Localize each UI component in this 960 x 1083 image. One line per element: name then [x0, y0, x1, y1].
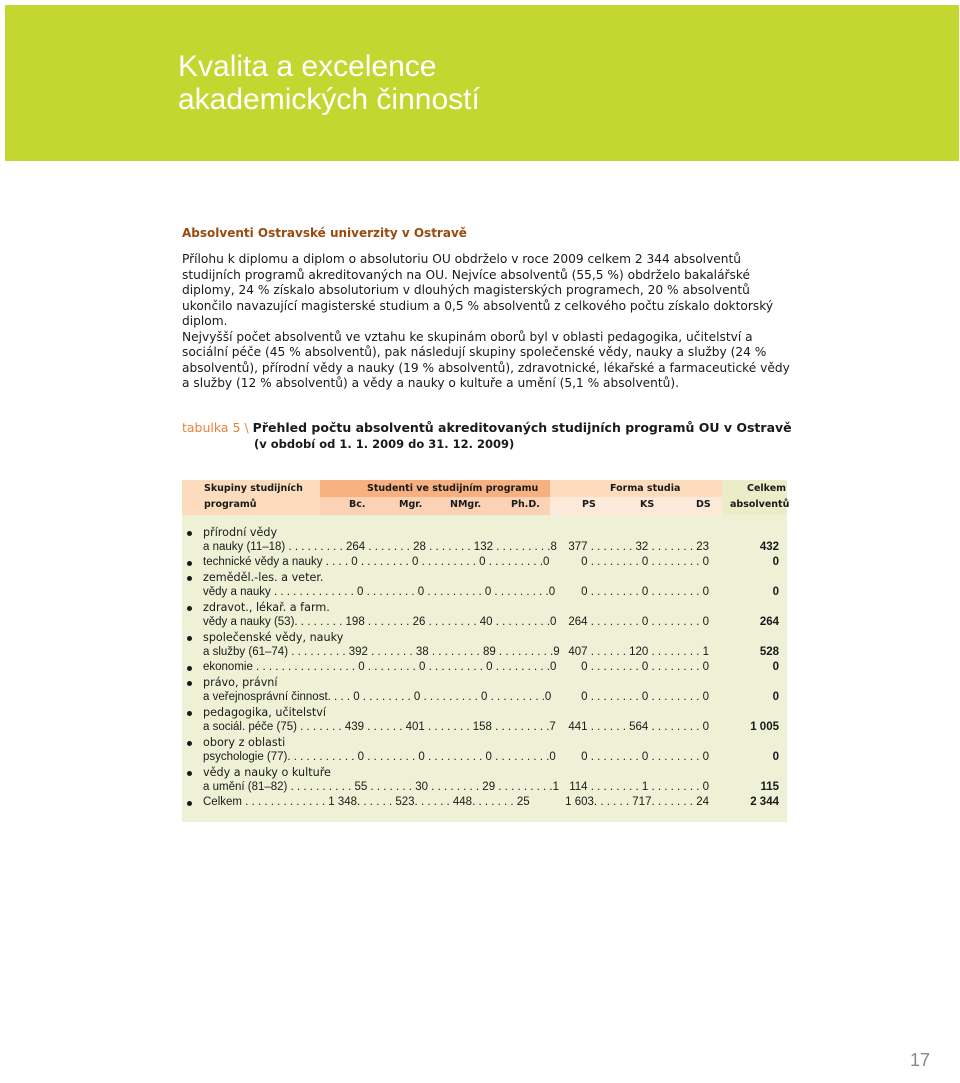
- row-leader: a umění (81–82) . . . . . . . . . . 55 . . . . . . . 30 . . . . . . . . 29 . . . . . . . . .1: [203, 781, 560, 793]
- header-groups-line1: Skupiny studijních: [204, 483, 303, 494]
- table-caption: [182, 420, 822, 451]
- paragraph-1: Přílohu k diplomu a diplom o absolutoriu OU obdrželo v roce 2009 celkem 2 344 absolventů studijních programů akreditovaných na OU. Nejvíce absolventů (55,5 %) obdrželo bakalářské diplomy, 24 % získalo absolutorium v dlouhých magisterských programech, 20 % absolventů ukončilo navazující magisterské studium a 0,5 % absolventů z celkového počtu získalo doktorský diplom.: [182, 252, 774, 328]
- row-total: 432: [759, 541, 779, 553]
- row-total: 0: [772, 691, 779, 703]
- row-name: přírodní vědy: [203, 526, 278, 539]
- row-name: společenské vědy, nauky: [203, 631, 344, 644]
- row-name: zdravot., lékař. a farm.: [203, 601, 330, 614]
- row-name: právo, právní: [203, 676, 278, 689]
- row-forma: 407 . . . . . . 120 . . . . . . . . 1: [568, 646, 709, 658]
- page-number: 17: [909, 1050, 930, 1070]
- caption-title: Přehled počtu absolventů akreditovaných studijních programů OU v Ostravě: [252, 420, 792, 435]
- row-forma: 114 . . . . . . . . 1 . . . . . . . . 0: [569, 781, 709, 793]
- paragraph-2: Nejvyšší počet absolventů ve vztahu ke skupinám oborů byl v oblasti pedagogika, učitelství a sociální péče (45 % absolventů), pak následují skupiny společenské vědy, nauky a služby (24 % absolventů), přírodní vědy a nauky (19 % absolventů), zdravotnické, lékařské a farmaceutické vědy a služby (12 % absolventů) a vědy a nauky o kultuře a umění (5,1 % absolventů).: [182, 329, 790, 390]
- row-total: 0: [772, 751, 779, 763]
- table-header: [182, 480, 790, 515]
- row-leader: a služby (61–74) . . . . . . . . . 392 . . . . . . . 38 . . . . . . . . 89 . . . . . . . . .9: [203, 646, 560, 658]
- row-forma: 1 603. . . . . . 717. . . . . . . 24: [565, 796, 709, 808]
- row-forma: 0 . . . . . . . . 0 . . . . . . . . 0: [581, 586, 709, 598]
- header-ps: PS: [582, 499, 596, 510]
- table-body: [182, 515, 787, 822]
- row-total: 528: [759, 646, 779, 658]
- chapter-title-line1: Kvalita a excelence: [178, 50, 437, 83]
- row-forma: 0 . . . . . . . . 0 . . . . . . . . 0: [581, 556, 709, 568]
- header-total-line2: absolventů: [730, 499, 790, 510]
- bullet: [187, 801, 192, 806]
- row-leader: technické vědy a nauky . . . . 0 . . . . . . . . 0 . . . . . . . . . 0 . . . . . . . . .0: [203, 556, 550, 568]
- row-leader: Celkem . . . . . . . . . . . . . 1 348. . . . . . 523. . . . . . 448. . . . . . . 25: [203, 796, 530, 808]
- bullet: [187, 636, 192, 641]
- row-total: 0: [772, 661, 779, 673]
- body-text: [182, 252, 792, 392]
- row-leader: ekonomie . . . . . . . . . . . . . . . . 0 . . . . . . . . 0 . . . . . . . . . 0 . . . . . . . . .0: [203, 661, 557, 673]
- header-band: [5, 5, 959, 161]
- bullet: [187, 681, 192, 686]
- row-total: 264: [759, 616, 779, 628]
- bullet: [187, 561, 192, 566]
- row-name: obory z oblasti: [203, 736, 286, 749]
- row-leader: a nauky (11–18) . . . . . . . . . 264 . . . . . . . 28 . . . . . . . 132 . . . . . . . . .8: [203, 541, 557, 553]
- row-leader: a veřejnosprávní činnost. . . . 0 . . . . . . . . 0 . . . . . . . . . 0 . . . . . . . . .0: [203, 691, 552, 703]
- row-total: 0: [772, 556, 779, 568]
- row-name: zeměděl.-les. a veter.: [203, 571, 324, 584]
- row-total: 0: [772, 586, 779, 598]
- bullet: [187, 711, 192, 716]
- bullet: [187, 771, 192, 776]
- row-total: 2 344: [750, 796, 779, 808]
- row-forma: 264 . . . . . . . . 0 . . . . . . . . 0: [568, 616, 709, 628]
- caption-period: (v období od 1. 1. 2009 do 31. 12. 2009): [254, 437, 515, 451]
- bullet: [187, 606, 192, 611]
- bullet: [187, 531, 192, 536]
- row-forma: 0 . . . . . . . . 0 . . . . . . . . 0: [581, 751, 709, 763]
- row-forma: 377 . . . . . . . 32 . . . . . . . 23: [568, 541, 709, 553]
- row-forma: 441 . . . . . . 564 . . . . . . . . 0: [568, 721, 709, 733]
- header-groups-line2: programů: [204, 499, 257, 510]
- chapter-title: [178, 50, 480, 116]
- header-ks: KS: [640, 499, 655, 510]
- bullet: [187, 666, 192, 671]
- header-phd: Ph.D.: [511, 499, 540, 510]
- chapter-title-line2: akademických činností: [178, 83, 480, 116]
- row-leader: a sociál. péče (75) . . . . . . . 439 . . . . . . 401 . . . . . . . 158 . . . . . . . . .7: [203, 721, 556, 733]
- row-forma: 0 . . . . . . . . 0 . . . . . . . . 0: [581, 691, 709, 703]
- header-total-line1: Celkem: [747, 483, 787, 494]
- row-total: 115: [760, 781, 779, 793]
- row-leader: vědy a nauky (53). . . . . . . . 198 . . . . . . . 26 . . . . . . . . 40 . . . . . . . . .0: [203, 616, 557, 628]
- bullet: [187, 741, 192, 746]
- row-leader: psychologie (77). . . . . . . . . . . 0 . . . . . . . . 0 . . . . . . . . . 0 . . . . . . . . .0: [203, 751, 556, 763]
- header-nmgr: NMgr.: [450, 499, 482, 510]
- row-name: pedagogika, učitelství: [203, 706, 327, 719]
- row-forma: 0 . . . . . . . . 0 . . . . . . . . 0: [581, 661, 709, 673]
- row-name: vědy a nauky o kultuře: [203, 766, 331, 779]
- section-heading: Absolventi Ostravské univerzity v Ostravě: [182, 226, 467, 240]
- row-leader: vědy a nauky . . . . . . . . . . . . . 0 . . . . . . . . 0 . . . . . . . . . 0 . . . . . . . . .0: [203, 586, 556, 598]
- header-bc: Bc.: [349, 499, 366, 510]
- header-ds: DS: [696, 499, 711, 510]
- header-mgr: Mgr.: [399, 499, 423, 510]
- caption-label: tabulka 5 \: [182, 420, 249, 435]
- header-students: Studenti ve studijním programu: [367, 483, 539, 494]
- header-forma: Forma studia: [610, 483, 681, 494]
- row-total: 1 005: [750, 721, 779, 733]
- bullet: [187, 576, 192, 581]
